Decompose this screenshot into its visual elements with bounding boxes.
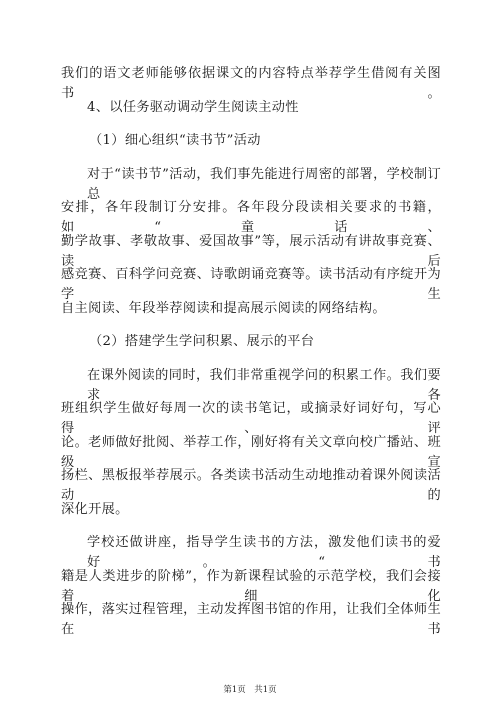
- text-line-15: 学校还做讲座，指导学生读书的方法，激发他们读书的爱好。“书: [87, 535, 441, 570]
- text-line-7: 感竞赛、百科学问竞赛、诗歌朗诵竞赛等。读书活动有序绽开为学生: [61, 267, 441, 302]
- text-line-16: 籍是人类进步的阶梯”，作为新课程试验的示范学校，我们会接着细化: [61, 568, 441, 604]
- text-line-5: 安排，各年段制订分安排。各年段分段读相关要求的书籍，如“童话、: [61, 200, 441, 235]
- text-line-14: 深化开展。: [61, 501, 129, 517]
- text-line-11: 班组织学生做好每周一次的读书笔记，或摘录好词好句，写心得、评: [61, 401, 441, 436]
- text-line-17: 操作，落实过程管理，主动发挥图书馆的作用，让我们全体师生在书: [61, 602, 441, 637]
- document-body: [61, 64, 441, 637]
- text-line-10: 在课外阅读的同时，我们非常重视学问的积累工作。我们要求各: [87, 367, 441, 403]
- text-line-13: 扬栏、黑板报举荐展示。各类读书活动生动地推动着课外阅读活动的: [61, 468, 441, 503]
- text-line-1: 我们的语文老师能够依据课文的内容特点举荐学生借阅有关图书。: [61, 66, 441, 101]
- page-number-footer: 第1页 共1页: [223, 685, 277, 695]
- text-line-12: 论。老师做好批阅、举荐工作，刚好将有关文章向校广播站、班级宣: [61, 434, 441, 470]
- section-heading-4: 4、以任务驱动调动学生阅读主动性: [87, 99, 299, 115]
- text-line-6: 勤学故事、孝敬故事、爱国故事”等，展示活动有讲故事竞赛、读后: [61, 233, 441, 269]
- subsection-heading-1: （1）细心组织“读书节”活动: [89, 133, 261, 148]
- text-line-4: 对于“读书节”活动，我们事先能进行周密的部署，学校制订总: [87, 166, 441, 202]
- text-line-8: 自主阅读、年段举荐阅读和提高展示阅读的网络结构。: [61, 300, 386, 316]
- subsection-heading-2: （2）搭建学生学问积累、展示的平台: [89, 334, 315, 349]
